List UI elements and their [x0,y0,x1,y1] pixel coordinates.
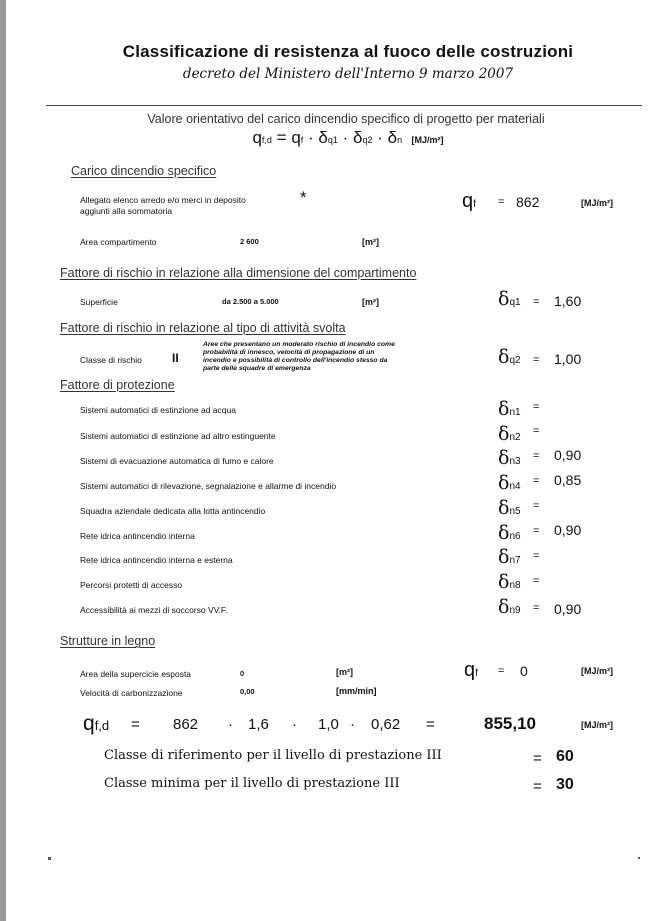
classe-value: II [172,351,179,365]
formula-d2-sub: q2 [362,135,373,145]
dn9-value: 0,90 [554,601,582,617]
legno-area-value: 0 [240,669,245,678]
dn8-sub: n8 [509,580,521,591]
section-protezione: Fattore di protezione [60,378,175,392]
classe-riferimento-value: 60 [556,748,574,765]
dq2-symbol: δ [498,346,510,368]
allegato-label-1: Allegato elenco arredo e/o merci in deposito [80,195,246,205]
legno-qf-unit: [MJ/m²] [581,666,613,676]
formula-d2: δ [353,128,363,147]
dn3-value: 0,90 [554,447,582,463]
protezione-label-n4: Sistemi automatici di rilevazione, segnalazione e allarme di incendio [80,481,337,491]
dn1-sub: n1 [509,407,521,418]
dn4-group [498,472,521,494]
dn7-symbol: δ [498,546,510,568]
qf-equals: = [498,196,505,208]
classe-label: Classe di rischio [80,355,142,365]
dn9-sub: n9 [509,605,521,616]
dn8-equals: = [533,575,540,587]
page-subtitle: decreto del Ministero dell'Interno 9 marzo 2007 [182,66,514,82]
main-formula [0,128,656,148]
classe-description [203,341,395,373]
formula-dn: δ [387,128,398,147]
formula-q-sub: f [300,135,304,145]
dn2-symbol: δ [498,423,510,445]
dn4-symbol: δ [498,472,510,494]
dn6-sub: n6 [509,531,521,542]
formula-d1-sub: q1 [327,135,338,145]
protezione-label-n5: Squadra aziendale dedicata alla lotta antincendio [80,506,266,516]
legno-vel-value: 0,00 [240,687,255,696]
formula-d1: δ [318,128,328,147]
classe-riferimento-label: Classe di riferimento per il livello di prestazione III [104,748,442,763]
dn5-sub: n5 [509,506,521,517]
protezione-label-n7: Rete idrica antincendio interna e esterna [80,555,233,565]
dn7-group [498,546,521,568]
dn5-symbol: δ [498,497,510,519]
dn6-equals: = [533,525,540,537]
page-title: Classificazione di resistenza al fuoco delle costruzioni [122,42,574,61]
dn4-equals: = [533,475,540,487]
formula-dot-3: · [372,128,388,147]
dq1-sub: q1 [509,297,521,308]
dn2-group [498,423,521,445]
dn4-value: 0,85 [554,472,582,488]
protezione-label-n2: Sistemi automatici di estinzione ad altro estinguente [80,431,276,441]
dn8-symbol: δ [498,571,510,593]
formula-dot-2: · [337,128,353,147]
dq1-equals: = [533,296,540,308]
section-carico: Carico dincendio specifico [71,164,217,178]
result-v1: 862 [173,716,199,733]
result-total: 855,10 [484,714,536,733]
legno-qf-group [464,659,478,682]
section-dimensione: Fattore di rischio in relazione alla dimensione del compartimento [60,266,417,280]
dn3-equals: = [533,450,540,462]
superficie-range: da 2.500 a 5.000 [222,297,279,306]
section-legno: Strutture in legno [60,634,156,648]
legno-qf-value: 0 [520,663,528,679]
dq2-sub: q2 [509,355,521,366]
classe-riferimento-eq: = [533,750,542,767]
dn1-symbol: δ [498,398,510,420]
area-label: Area compartimento [80,237,157,247]
dn4-sub: n4 [509,481,521,492]
dn6-value: 0,90 [554,522,582,538]
protezione-label-n9: Accessibilità ai mezzi di soccorso VV.F. [80,605,228,615]
legno-vel-label: Velocità di carbonizzazione [80,688,183,698]
formula-dot-1: · [303,128,319,147]
section-attivita: Fattore di rischio in relazione al tipo di attività svolta [60,321,346,335]
result-equals-1: = [131,716,140,733]
formula-unit: [MJ/m²] [411,135,444,145]
dn9-group [498,596,521,618]
classe-desc-2: probabilità di innesco, velocità di propagazione di un [203,349,375,356]
dq2-equals: = [533,354,540,366]
dn5-group [498,497,521,519]
classe-desc-1: Aree che presentano un moderato rischio di incendio come [203,341,395,348]
dn5-equals: = [533,500,540,512]
classe-desc-4: parte delle squadre di emergenza [203,365,311,372]
dn9-equals: = [533,602,540,614]
dn2-equals: = [533,425,540,437]
dn9-symbol: δ [498,596,510,618]
formula-eq: = [271,128,292,147]
legno-qf-sub: f [475,668,478,679]
classe-minima-label: Classe minima per il livello di prestazione III [104,776,400,791]
dn3-symbol: δ [498,447,510,469]
result-dot-2: · [292,716,297,733]
dq2-symbol-group [498,346,521,368]
star-marker: * [300,188,307,207]
dn7-sub: n7 [509,555,521,566]
result-v4: 0,62 [371,716,401,733]
dn2-sub: n2 [509,432,521,443]
protezione-label-n8: Percorsi protetti di accesso [80,580,183,590]
dn3-sub: n3 [509,456,521,467]
legno-vel-unit: [mm/min] [336,686,377,696]
dq2-value: 1,00 [554,351,582,367]
result-v2: 1,6 [248,716,269,733]
protezione-label-n6: Rete idrica antincendio interna [80,531,195,541]
area-unit: [m²] [362,237,379,247]
result-v3: 1,0 [318,716,339,733]
classe-minima-eq: = [533,778,542,795]
header-divider [46,105,642,106]
result-sub: f,d [94,718,110,733]
legno-area-label: Area della supercicie esposta [80,669,192,679]
superficie-unit: [m²] [362,297,379,307]
dn1-group [498,398,521,420]
classe-minima-value: 30 [556,776,574,793]
dn6-symbol: δ [498,522,510,544]
dn7-equals: = [533,550,540,562]
result-dot-1: · [228,716,233,733]
result-unit: [MJ/m²] [581,720,613,730]
page-mark-left [48,857,51,860]
formula-dn-sub: n [397,135,403,145]
qf-value: 862 [516,194,540,210]
qf-sub: f [473,199,476,210]
page-mark-right [638,857,640,859]
result-dot-3: · [350,716,355,733]
dq1-symbol-group [498,288,521,310]
protezione-label-n3: Sistemi di evacuazione automatica di fumo e calore [80,456,274,466]
formula-lhs: q [252,128,262,147]
qf-expression [462,190,476,213]
dn3-group [498,447,521,469]
area-value: 2 600 [240,237,259,246]
qf-unit: [MJ/m²] [581,198,613,208]
legno-qf-symbol: q [464,659,476,681]
dq1-value: 1,60 [554,293,582,309]
legno-qf-equals: = [498,665,505,677]
result-equals-2: = [426,716,435,733]
dn1-equals: = [533,401,540,413]
dn6-group [498,522,521,544]
superficie-label: Superficie [80,297,118,307]
qf-symbol: q [462,190,474,212]
dn8-group [498,571,521,593]
result-symbol-group [83,712,109,736]
legno-area-unit: [m²] [336,667,353,677]
intro-text: Valore orientativo del carico dincendio specifico di progetto per materiali [147,112,545,126]
result-symbol: q [83,712,95,735]
formula-lhs-sub: f,d [261,135,272,145]
protezione-label-n1: Sistemi automatici di estinzione ad acqua [80,405,236,415]
formula-q: q [291,128,301,147]
classe-desc-3: incendio e possibilità di controllo dell'incendio stesso da [203,357,388,364]
allegato-label-2: aggiunti alla sommatoria [80,206,173,216]
dq1-symbol: δ [498,288,510,310]
